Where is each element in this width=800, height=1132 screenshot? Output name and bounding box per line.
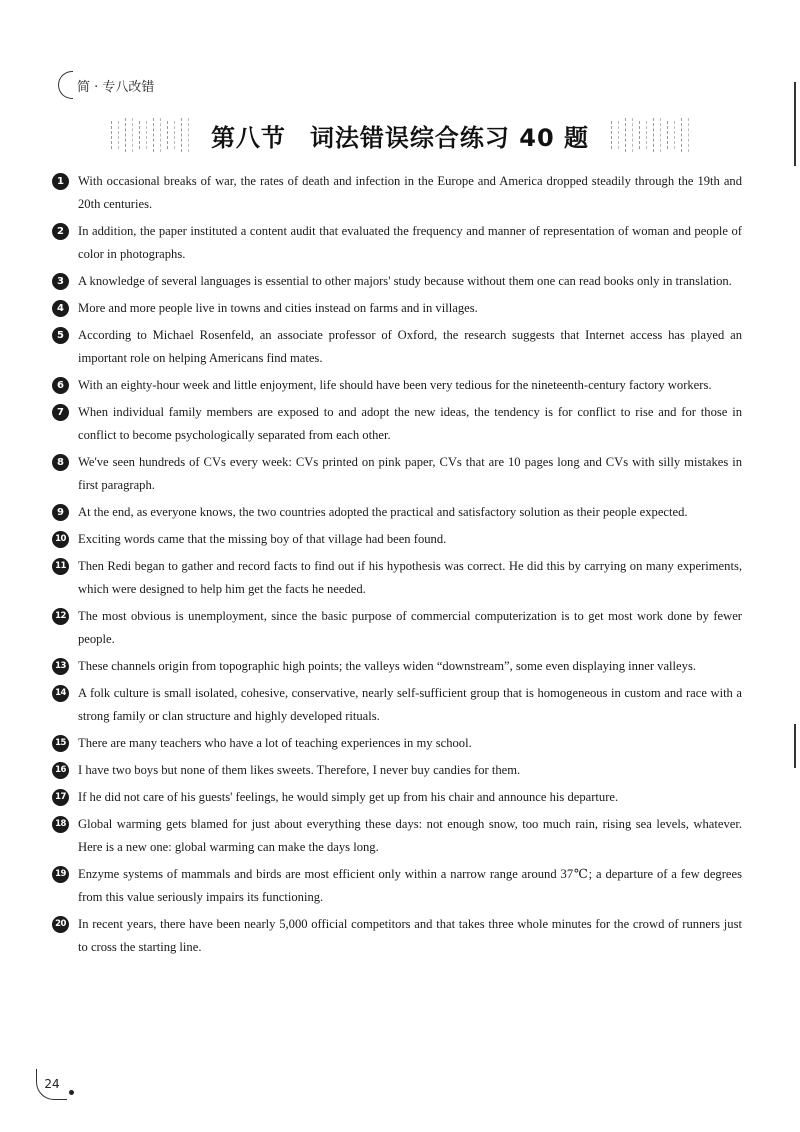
chapter-tag xyxy=(58,70,154,100)
exercise-item xyxy=(52,501,742,524)
item-number-badge: 1 xyxy=(52,173,69,190)
item-number-badge: 2 xyxy=(52,223,69,240)
item-text: A knowledge of several languages is essential to other majors' study because without them one can read books only in translation. xyxy=(78,274,732,288)
item-number-badge: 20 xyxy=(52,916,69,933)
exercise-item xyxy=(52,732,742,755)
item-number-badge: 13 xyxy=(52,658,69,675)
item-text: In addition, the paper instituted a content audit that evaluated the frequency and manner of representation of woman and people of color in photographs. xyxy=(78,224,742,261)
title-decoration-left xyxy=(111,118,189,152)
item-number-badge: 9 xyxy=(52,504,69,521)
item-text: Enzyme systems of mammals and birds are most efficient only within a narrow range around 37℃; a departure of a few degrees from this value seriously impairs its functioning. xyxy=(78,867,742,904)
item-text: There are many teachers who have a lot of teaching experiences in my school. xyxy=(78,736,472,750)
item-text: If he did not care of his guests' feelings, he would simply get up from his chair and announce his departure. xyxy=(78,790,619,804)
item-text: The most obvious is unemployment, since the basic purpose of commercial computerization is to get most work done by fewer people. xyxy=(78,609,742,646)
exercise-item xyxy=(52,913,742,959)
item-number-badge: 3 xyxy=(52,273,69,290)
title-decoration-right xyxy=(611,118,689,152)
bracket-decoration xyxy=(58,71,73,99)
exercise-item xyxy=(52,863,742,909)
margin-rule xyxy=(794,724,796,768)
exercise-item xyxy=(52,170,742,216)
exercise-item xyxy=(52,528,742,551)
item-number-badge: 4 xyxy=(52,300,69,317)
item-number-badge: 6 xyxy=(52,377,69,394)
item-text: A folk culture is small isolated, cohesive, conservative, nearly self-sufficient group that is homogeneous in custom and race with a strong family or clan structure and highly developed rituals. xyxy=(78,686,742,723)
section-label: 第八节 xyxy=(210,123,286,152)
item-text: With occasional breaks of war, the rates of death and infection in the Europe and America dropped steadily through the 19th and 20th centuries. xyxy=(78,174,742,211)
exercise-list xyxy=(52,170,742,963)
item-number-badge: 5 xyxy=(52,327,69,344)
item-number-badge: 8 xyxy=(52,454,69,471)
item-number-badge: 18 xyxy=(52,816,69,833)
exercise-item xyxy=(52,759,742,782)
item-text: More and more people live in towns and cities instead on farms and in villages. xyxy=(78,301,478,315)
item-number-badge: 15 xyxy=(52,735,69,752)
item-text: Exciting words came that the missing boy of that village had been found. xyxy=(78,532,447,546)
margin-rule xyxy=(794,82,796,166)
section-title-row xyxy=(0,112,800,158)
item-text: According to Michael Rosenfeld, an associate professor of Oxford, the research suggests that Internet access has played an important role on helping Americans find mates. xyxy=(78,328,742,365)
item-text: With an eighty-hour week and little enjoyment, life should have been very tedious for the nineteenth-century factory workers. xyxy=(78,378,712,392)
exercise-item xyxy=(52,786,742,809)
exercise-item xyxy=(52,451,742,497)
exercise-item xyxy=(52,270,742,293)
item-number-badge: 10 xyxy=(52,531,69,548)
item-text: We've seen hundreds of CVs every week: CVs printed on pink paper, CVs that are 10 pages long and CVs with silly mistakes in first paragraph. xyxy=(78,455,742,492)
item-number-badge: 14 xyxy=(52,685,69,702)
item-text: At the end, as everyone knows, the two countries adopted the practical and satisfactory solution as their people expected. xyxy=(78,505,688,519)
item-text: Global warming gets blamed for just about everything these days: not enough snow, too much rain, rising sea levels, whatever. Here is a new one: global warming can make the days long. xyxy=(78,817,742,854)
item-number-badge: 16 xyxy=(52,762,69,779)
item-text: I have two boys but none of them likes sweets. Therefore, I never buy candies for them. xyxy=(78,763,521,777)
item-text: In recent years, there have been nearly 5,000 official competitors and that takes three whole minutes for the crowd of runners just to cross the starting line. xyxy=(78,917,742,954)
exercise-item xyxy=(52,324,742,370)
chapter-tag-text: 简 · 专八改错 xyxy=(77,79,155,95)
page-dot xyxy=(69,1090,74,1095)
exercise-item xyxy=(52,555,742,601)
item-number-badge: 12 xyxy=(52,608,69,625)
item-number-badge: 17 xyxy=(52,789,69,806)
exercise-item xyxy=(52,682,742,728)
item-text: These channels origin from topographic high points; the valleys widen “downstream”, some even displaying inner valleys. xyxy=(78,659,696,673)
exercise-item xyxy=(52,813,742,859)
section-heading: 词法错误综合练习 40 题 xyxy=(309,123,590,152)
item-number-badge: 7 xyxy=(52,404,69,421)
exercise-item xyxy=(52,374,742,397)
exercise-item xyxy=(52,220,742,266)
page-number-badge: 24 xyxy=(36,1069,67,1100)
section-title xyxy=(211,118,589,153)
exercise-item xyxy=(52,297,742,320)
item-text: Then Redi began to gather and record facts to find out if his hypothesis was correct. He did this by carrying on many experiments, which were designed to help him get the facts he needed. xyxy=(78,559,742,596)
exercise-item xyxy=(52,605,742,651)
exercise-item xyxy=(52,655,742,678)
page-number xyxy=(36,1066,76,1102)
item-text: When individual family members are exposed to and adopt the new ideas, the tendency is for conflict to rise and for those in conflict to become psychologically separated from each other. xyxy=(78,405,742,442)
item-number-badge: 11 xyxy=(52,558,69,575)
item-number-badge: 19 xyxy=(52,866,69,883)
exercise-item xyxy=(52,401,742,447)
